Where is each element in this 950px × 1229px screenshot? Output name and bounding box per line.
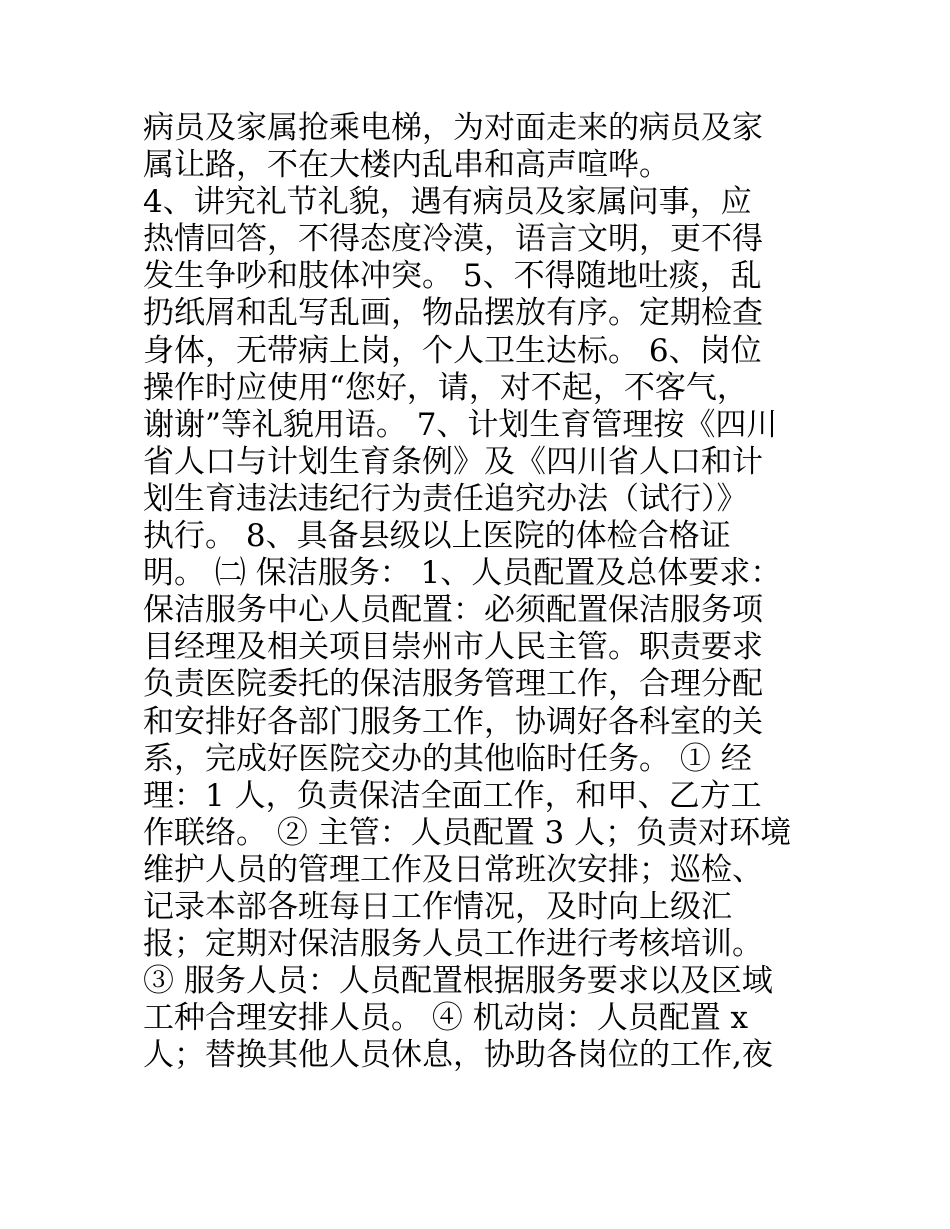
text-line: 操作时应使用“您好，请，对不起，不客气， — [143, 369, 748, 406]
text-line: 目经理及相关项目崇州市人民主管。职责要求 — [143, 629, 763, 666]
text-line: 热情回答，不得态度冷漠，语言文明，更不得 — [143, 221, 763, 258]
text-line: 理：1 人，负责保洁全面工作，和甲、乙方工 — [143, 777, 762, 814]
text-line: 负责医院委托的保洁服务管理工作，合理分配 — [143, 666, 763, 703]
text-line: 省人口与计划生育条例》及《四川省人口和计 — [143, 443, 763, 480]
text-line: 发生争吵和肢体冲突。 5、不得随地吐痰，乱 — [143, 258, 762, 295]
text-line: 明。 ㈡ 保洁服务： 1、人员配置及总体要求： — [143, 555, 782, 592]
text-line: 记录本部各班每日工作情况，及时向上级汇 — [143, 888, 732, 925]
text-line: 身体，无带病上岗，个人卫生达标。 6、岗位 — [143, 332, 762, 369]
text-line: 和安排好各部门服务工作，协调好各科室的关 — [143, 703, 763, 740]
text-line: 病员及家属抢乘电梯，为对面走来的病员及家 — [143, 110, 763, 146]
text-line: 执行。 8、具备县级以上医院的体检合格证 — [143, 518, 731, 555]
text-line: ③ 服务人员：人员配置根据服务要求以及区域 — [143, 963, 773, 1000]
body-text — [143, 110, 823, 1074]
text-line: 4、讲究礼节礼貌，遇有病员及家属问事，应 — [143, 184, 752, 221]
text-line: 系，完成好医院交办的其他临时任务。 ① 经 — [143, 740, 752, 777]
text-line: 属让路，不在大楼内乱串和高声喧哗。 — [143, 147, 670, 184]
text-line: 人；替换其他人员休息，协助各岗位的工作,夜 — [143, 1037, 773, 1074]
text-line: 作联络。 ② 主管：人员配置 3 人；负责对环境 — [143, 814, 792, 851]
text-line: 报；定期对保洁服务人员工作进行考核培训。 — [143, 926, 763, 963]
text-line: 工种合理安排人员。 ④ 机动岗：人员配置 x — [143, 1000, 749, 1037]
text-line: 维护人员的管理工作及日常班次安排；巡检、 — [143, 851, 763, 888]
text-line: 划生育违法违纪行为责任追究办法（试行）》 — [143, 480, 748, 517]
text-line: 谢谢”等礼貌用语。 7、计划生育管理按《四川 — [143, 406, 778, 443]
text-line: 扔纸屑和乱写乱画，物品摆放有序。定期检查 — [143, 295, 763, 332]
text-line: 保洁服务中心人员配置：必须配置保洁服务项 — [143, 592, 763, 629]
